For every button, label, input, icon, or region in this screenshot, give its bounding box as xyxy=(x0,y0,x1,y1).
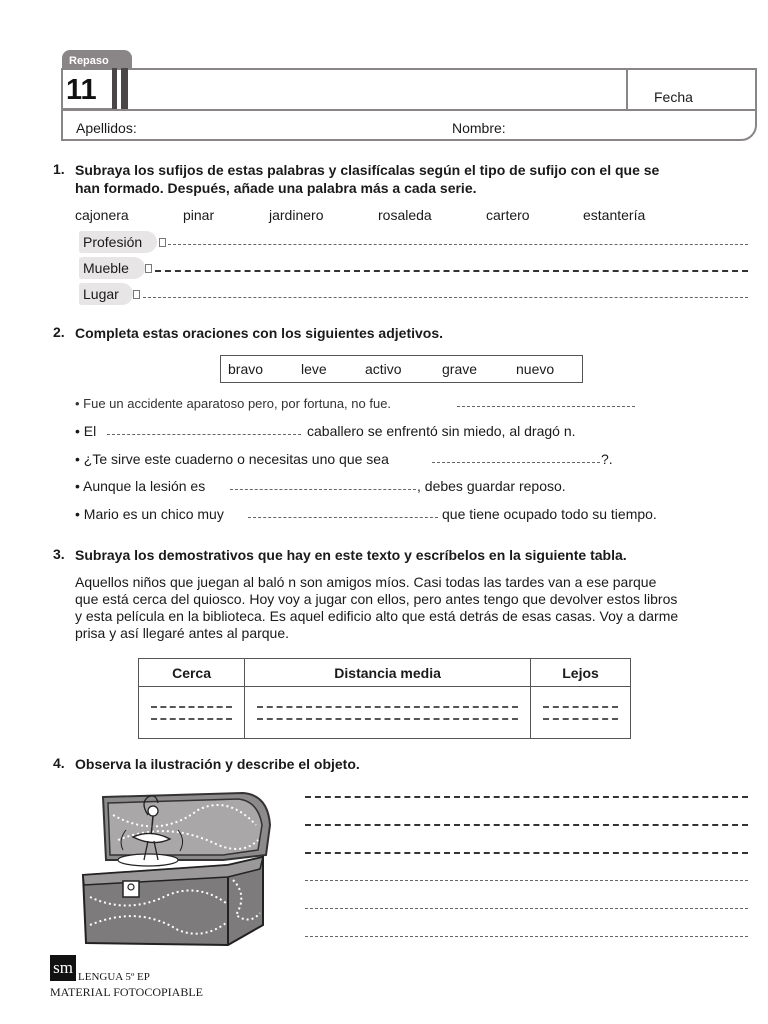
music-box-illustration xyxy=(78,785,278,955)
table-header-lejos: Lejos xyxy=(531,659,631,687)
answer-line[interactable] xyxy=(543,718,618,720)
header-stripe xyxy=(112,68,117,110)
answer-line[interactable] xyxy=(305,880,748,881)
q4-number: 4. xyxy=(53,755,65,771)
sentence-3-start: • ¿Te sirve este cuaderno o necesitas uno que sea xyxy=(75,451,389,467)
q2-number: 2. xyxy=(53,324,65,340)
answer-line[interactable] xyxy=(543,706,618,708)
q2-instruction: Completa estas oraciones con los siguientes adjetivos. xyxy=(75,325,444,341)
q1-word: cartero xyxy=(486,207,530,223)
table-header-cerca: Cerca xyxy=(139,659,245,687)
category-lugar xyxy=(79,283,133,305)
unit-number: 11 xyxy=(66,74,97,106)
q1-word: rosaleda xyxy=(378,207,432,223)
q1-word: estantería xyxy=(583,207,646,223)
adjective: nuevo xyxy=(516,361,555,377)
header-frame xyxy=(61,68,757,141)
checkbox[interactable] xyxy=(133,290,140,299)
answer-line[interactable] xyxy=(305,936,748,937)
treasure-chest-icon xyxy=(78,785,278,955)
checkbox[interactable] xyxy=(145,264,152,273)
answer-line[interactable] xyxy=(257,706,518,708)
publisher-logo: sm xyxy=(50,955,76,981)
answer-line[interactable] xyxy=(151,718,232,720)
demonstratives-table xyxy=(138,658,631,739)
sentence-2-end: caballero se enfrentó sin miedo, al dragó n. xyxy=(307,423,576,439)
answer-line[interactable] xyxy=(257,718,518,720)
answer-line[interactable] xyxy=(107,434,301,435)
sentence-5-start: • Mario es un chico muy xyxy=(75,506,224,522)
q1-instruction-line1: Subraya los sufijos de estas palabras y clasifícalas según el tipo de sufijo con el que se xyxy=(75,162,660,178)
adjective: activo xyxy=(365,361,402,377)
header-stripe xyxy=(121,68,128,110)
fecha-label: Fecha xyxy=(654,89,693,105)
table-cell[interactable] xyxy=(245,687,531,739)
paragraph-line: que está cerca del quiosco. Hoy voy a jugar con ellos, pero antes tengo que devolver estos libros xyxy=(75,591,678,607)
sentence-5-end: que tiene ocupado todo su tiempo. xyxy=(442,506,657,522)
answer-line[interactable] xyxy=(305,852,748,854)
fecha-divider xyxy=(626,68,628,110)
answer-line[interactable] xyxy=(457,406,635,407)
table-header-distancia-media: Distancia media xyxy=(245,659,531,687)
sentence-1: • Fue un accidente aparatoso pero, por fortuna, no fue. xyxy=(75,396,392,411)
q3-instruction: Subraya los demostrativos que hay en este texto y escríbelos en la siguiente tabla. xyxy=(75,547,627,563)
answer-line[interactable] xyxy=(305,908,748,909)
paragraph-line: y esta película en la biblioteca. Es aquel edificio alto que está detrás de esas casas. Voy a darme xyxy=(75,608,679,624)
table-cell[interactable] xyxy=(531,687,631,739)
category-label: Lugar xyxy=(83,286,119,302)
answer-line[interactable] xyxy=(230,489,416,490)
q1-instruction-line2: han formado. Después, añade una palabra más a cada serie. xyxy=(75,180,477,196)
category-profesion xyxy=(79,231,157,253)
paragraph-line: prisa y así llegaré antes al parque. xyxy=(75,625,290,641)
q4-instruction: Observa la ilustración y describe el objeto. xyxy=(75,756,360,772)
answer-line[interactable] xyxy=(151,706,232,708)
q1-number: 1. xyxy=(53,161,65,177)
q1-word: cajonera xyxy=(75,207,129,223)
sentence-3-end: ?. xyxy=(601,451,613,467)
answer-line[interactable] xyxy=(305,796,748,798)
q3-number: 3. xyxy=(53,546,65,562)
header-divider xyxy=(61,109,757,111)
table-cell[interactable] xyxy=(139,687,245,739)
category-label: Profesión xyxy=(83,234,143,250)
category-label: Mueble xyxy=(83,260,129,276)
adjective: grave xyxy=(442,361,478,377)
answer-line[interactable] xyxy=(143,297,748,298)
adjective: leve xyxy=(301,361,327,377)
sentence-2-start: • El xyxy=(75,423,97,439)
apellidos-label: Apellidos: xyxy=(76,120,137,136)
answer-line[interactable] xyxy=(168,244,748,245)
checkbox[interactable] xyxy=(159,238,166,247)
answer-line[interactable] xyxy=(248,517,438,518)
sentence-4-end: , debes guardar reposo. xyxy=(417,478,566,494)
answer-line[interactable] xyxy=(305,824,748,826)
repaso-label: Repaso xyxy=(69,55,109,67)
category-mueble xyxy=(79,257,145,279)
paragraph-line: Aquellos niños que juegan al baló n son amigos míos. Casi todas las tardes van a ese parque xyxy=(75,574,657,590)
footer-material: MATERIAL FOTOCOPIABLE xyxy=(50,985,204,999)
answer-line[interactable] xyxy=(432,462,600,463)
q3-paragraph xyxy=(75,574,755,642)
footer-subject: LENGUA 5º EP xyxy=(78,971,150,983)
q1-word: pinar xyxy=(183,207,215,223)
adjective: bravo xyxy=(228,361,264,377)
answer-line[interactable] xyxy=(155,270,748,272)
nombre-label: Nombre: xyxy=(452,120,506,136)
q1-word: jardinero xyxy=(269,207,324,223)
sentence-4-start: • Aunque la lesión es xyxy=(75,478,206,494)
